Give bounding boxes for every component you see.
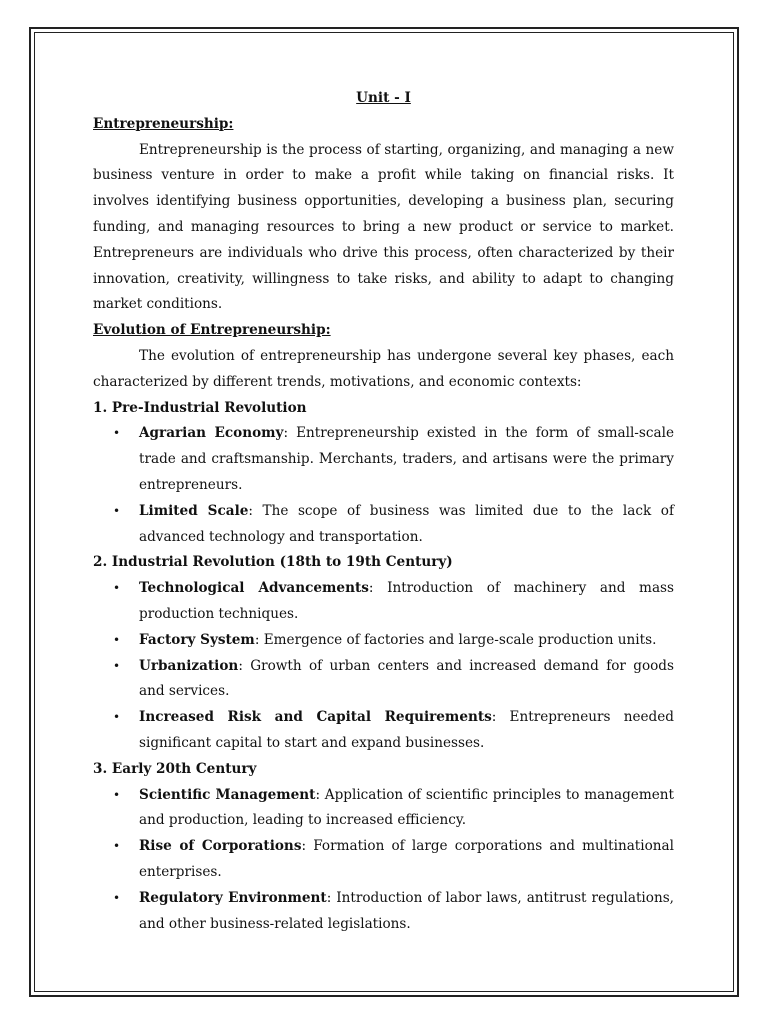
bullet-icon: •	[113, 710, 121, 725]
list-item	[93, 886, 674, 938]
item-term: Rise of Corporations	[139, 838, 302, 855]
item-text: : Introduction of machinery and mass production techniques.	[139, 580, 674, 622]
list-item	[93, 834, 674, 886]
item-text: : Growth of urban centers and increased demand for goods and services.	[139, 657, 674, 700]
section-heading: 3. Early 20th Century	[93, 760, 257, 777]
bullet-icon: •	[113, 581, 121, 596]
evolution-paragraph: The evolution of entrepreneurship has undergone several key phases, each characterized by different trends, motivations, and economic contexts:	[93, 347, 674, 390]
item-term: Technological Advancements	[139, 580, 369, 597]
section-heading: 1. Pre-Industrial Revolution	[93, 399, 307, 416]
item-term: Agrarian Economy	[139, 425, 284, 442]
bullet-list	[93, 576, 674, 757]
item-term: Urbanization	[139, 657, 239, 674]
bullet-list	[93, 421, 674, 550]
list-item	[93, 628, 674, 654]
bullet-list	[93, 783, 674, 938]
list-item	[93, 705, 674, 757]
unit-title: Unit - I	[356, 90, 411, 106]
bullet-icon: •	[113, 787, 121, 802]
item-text: : Introduction of labor laws, antitrust regulations, and other business-related legislations.	[139, 889, 674, 932]
list-item	[93, 421, 674, 498]
list-item	[93, 499, 674, 551]
heading-evolution: Evolution of Entrepreneurship:	[93, 322, 331, 339]
item-term: Regulatory Environment	[139, 889, 327, 906]
item-text: : The scope of business was limited due to the lack of advanced technology and transportation.	[139, 502, 674, 545]
list-item	[93, 576, 674, 628]
section-heading: 2. Industrial Revolution (18th to 19th Century)	[93, 554, 453, 571]
item-text: : Formation of large corporations and multinational enterprises.	[139, 838, 674, 880]
intro-paragraph: Entrepreneurship is the process of starting, organizing, and managing a new business venture in order to make a profit while taking on financial risks. It involves identifying business opportunities, developing a business plan, securing funding, and managing resources to bring a new product or service to market. Entrepreneurs are individuals who drive this process, often characterized by their innovation, creativity, willingness to take risks, and ability to adapt to changing market conditions.	[93, 141, 674, 313]
bullet-icon: •	[113, 503, 121, 518]
bullet-icon: •	[113, 890, 121, 905]
item-text: : Application of scientific principles to management and production, leading to increased efficiency.	[139, 786, 674, 829]
heading-entrepreneurship: Entrepreneurship:	[93, 115, 234, 132]
bullet-icon: •	[113, 426, 121, 441]
item-term: Limited Scale	[139, 502, 249, 519]
item-text: : Entrepreneurs needed significant capital to start and expand businesses.	[139, 709, 674, 751]
item-term: Factory System	[139, 631, 255, 648]
bullet-icon: •	[113, 658, 121, 673]
item-text: : Entrepreneurship existed in the form of small-scale trade and craftsmanship. Merchants, traders, and artisans were the primary entrepreneurs.	[139, 425, 674, 493]
list-item	[93, 783, 674, 835]
bullet-icon: •	[113, 632, 121, 647]
item-term: Scientific Management	[139, 786, 316, 803]
bullet-icon: •	[113, 839, 121, 854]
document-body	[93, 86, 674, 937]
list-item	[93, 654, 674, 706]
item-term: Increased Risk and Capital Requirements	[139, 709, 492, 726]
item-text: : Emergence of factories and large-scale production units.	[254, 631, 657, 648]
